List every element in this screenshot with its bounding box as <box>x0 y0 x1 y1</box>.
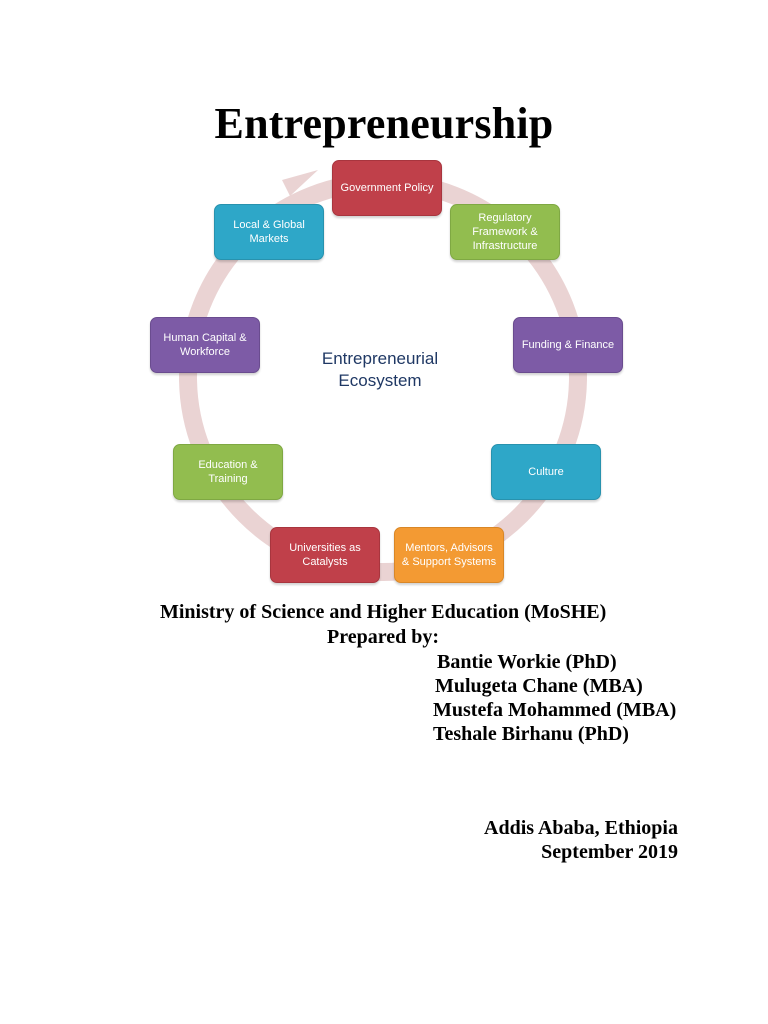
node-universities: Universities as Catalysts <box>270 527 380 583</box>
prepared-by-label: Prepared by: <box>327 626 440 648</box>
node-human-capital: Human Capital & Workforce <box>150 317 260 373</box>
node-funding-finance: Funding & Finance <box>513 317 623 373</box>
author-2: Mulugeta Chane (MBA) <box>435 675 643 697</box>
ministry-line: Ministry of Science and Higher Education (MoSHE) <box>160 601 607 623</box>
node-government-policy: Government Policy <box>332 160 442 216</box>
node-regulatory-framework: Regulatory Framework & Infrastructure <box>450 204 560 260</box>
author-4: Teshale Birhanu (PhD) <box>433 723 629 745</box>
node-education-training: Education & Training <box>173 444 283 500</box>
author-1: Bantie Workie (PhD) <box>437 651 617 673</box>
diagram-center-label <box>300 348 460 392</box>
date: September 2019 <box>541 841 678 863</box>
author-3: Mustefa Mohammed (MBA) <box>433 699 677 721</box>
node-culture: Culture <box>491 444 601 500</box>
center-label-line-1: Entrepreneurial <box>321 349 439 368</box>
location: Addis Ababa, Ethiopia <box>484 817 678 839</box>
node-mentors-advisors: Mentors, Advisors & Support Systems <box>394 527 504 583</box>
document-title: Entrepreneurship <box>214 99 554 148</box>
center-label-line-2: Ecosystem <box>338 371 422 390</box>
node-local-global-markets: Local & Global Markets <box>214 204 324 260</box>
